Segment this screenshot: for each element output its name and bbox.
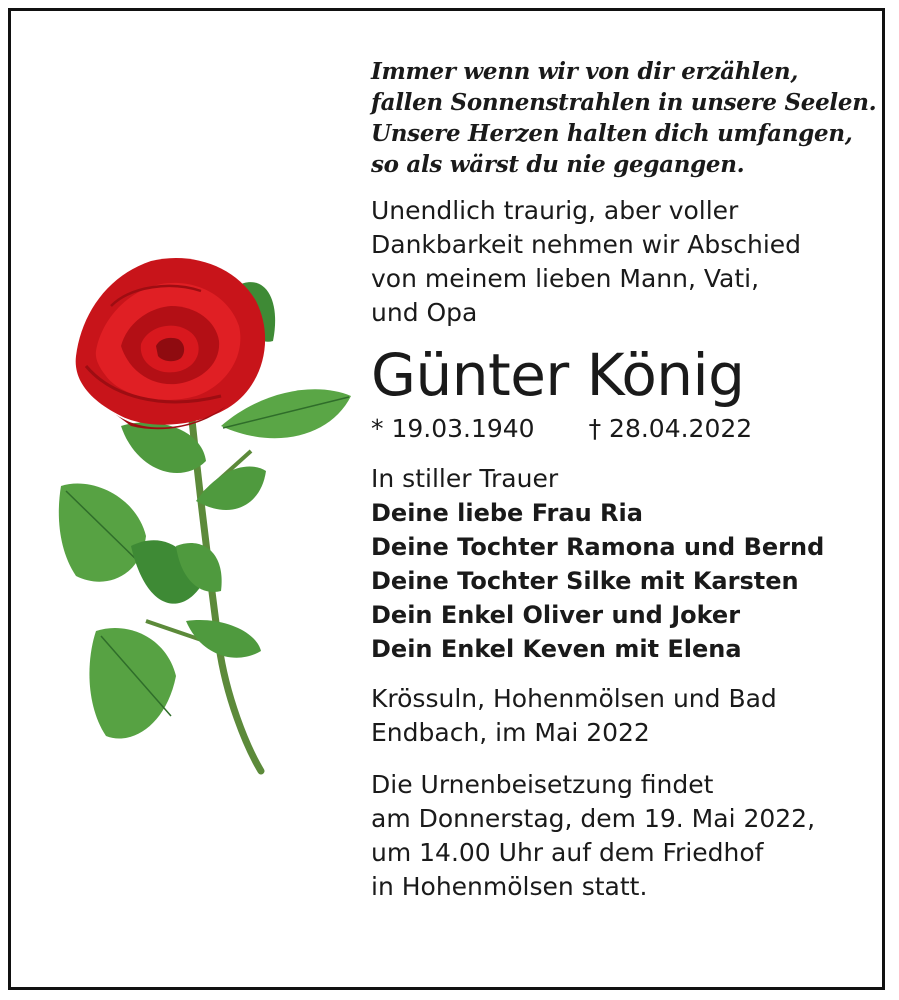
poem-line: fallen Sonnenstrahlen in unsere Seelen.: [371, 89, 877, 116]
place-line: Endbach, im Mai 2022: [371, 718, 650, 747]
burial-line: am Donnerstag, dem 19. Mai 2022,: [371, 804, 816, 833]
obituary-card: [8, 8, 885, 990]
intro-line: und Opa: [371, 298, 478, 327]
birth-date: * 19.03.1940: [371, 414, 535, 443]
mourner: Deine liebe Frau Ria: [371, 499, 643, 527]
mourner: Deine Tochter Silke mit Karsten: [371, 567, 799, 595]
poem-line: so als wärst du nie gegangen.: [371, 151, 745, 178]
intro-line: Unendlich traurig, aber voller: [371, 196, 739, 225]
intro-text: [371, 194, 871, 330]
life-dates: [371, 412, 871, 446]
mourners-block: [371, 462, 871, 666]
deceased-name: Günter König: [371, 341, 745, 409]
memorial-poem: [371, 56, 877, 180]
mourner: Dein Enkel Keven mit Elena: [371, 635, 742, 663]
burial-line: Die Urnenbeisetzung findet: [371, 770, 714, 799]
intro-line: von meinem lieben Mann, Vati,: [371, 264, 760, 293]
burial-notice: [371, 768, 871, 904]
intro-line: Dankbarkeit nehmen wir Abschied: [371, 230, 802, 259]
red-rose-icon: [51, 246, 361, 786]
burial-line: in Hohenmölsen statt.: [371, 872, 648, 901]
poem-line: Immer wenn wir von dir erzählen,: [371, 58, 799, 85]
place-line: Krössuln, Hohenmölsen und Bad: [371, 684, 777, 713]
death-date: † 28.04.2022: [588, 414, 753, 443]
obituary-text: [371, 56, 877, 904]
place-date: [371, 682, 871, 750]
mourner: Dein Enkel Oliver und Joker: [371, 601, 741, 629]
burial-line: um 14.00 Uhr auf dem Friedhof: [371, 838, 764, 867]
mourners-heading: In stiller Trauer: [371, 464, 559, 493]
poem-line: Unsere Herzen halten dich umfangen,: [371, 120, 853, 147]
mourner: Deine Tochter Ramona und Bernd: [371, 533, 825, 561]
